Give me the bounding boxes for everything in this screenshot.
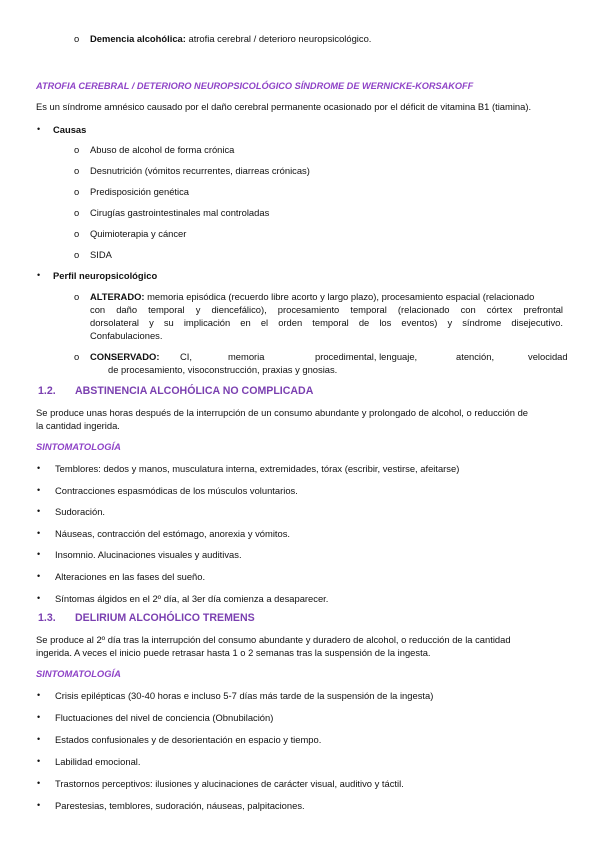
alterado-line-2: con daño temporal y diencefálico), procesamiento temporal (relacionado con córtex prefrontal [90, 304, 563, 315]
disc-bullet: • [37, 270, 41, 280]
disc-bullet: • [37, 124, 41, 134]
alterado-line-1 [90, 291, 534, 303]
symptom-item: Fluctuaciones del nivel de conciencia (Obnubilación) [55, 712, 274, 723]
sintomatologia-label: SINTOMATOLOGÍA [36, 668, 121, 679]
conservado-word: atención, [456, 351, 495, 362]
disc-bullet: • [37, 690, 41, 700]
causa-item: Quimioterapia y cáncer [90, 228, 187, 239]
section-number: 1.3. [38, 612, 56, 624]
disc-bullet: • [37, 463, 41, 473]
atrofia-intro: Es un síndrome amnésico causado por el daño cerebral permanente ocasionado por el déficit de vitamina B1 (tiamina). [36, 101, 532, 112]
symptom-item: Estados confusionales y de desorientación en espacio y tiempo. [55, 734, 322, 745]
disc-bullet: • [37, 756, 41, 766]
disc-bullet: • [37, 593, 41, 603]
circle-bullet: o [74, 186, 80, 197]
disc-bullet: • [37, 549, 41, 559]
circle-bullet: o [74, 33, 80, 44]
circle-bullet: o [74, 207, 80, 218]
symptom-item: Sudoración. [55, 506, 106, 517]
causa-item: Predisposición genética [90, 186, 190, 197]
circle-bullet: o [74, 249, 80, 260]
conservado-word: procedimental, lenguaje, [315, 351, 418, 362]
circle-bullet: o [74, 228, 80, 239]
disc-bullet: • [37, 712, 41, 722]
alterado-label: ALTERADO: [90, 291, 145, 302]
disc-bullet: • [37, 485, 41, 495]
circle-bullet: o [74, 165, 80, 176]
alterado-line-4: Confabulaciones. [90, 330, 163, 341]
symptom-item: Parestesias, temblores, sudoración, náuseas, palpitaciones. [55, 800, 305, 811]
disc-bullet: • [37, 528, 41, 538]
conservado-word: velocidad [528, 351, 568, 362]
circle-bullet: o [74, 351, 80, 362]
symptom-item: Contracciones espasmódicas de los músculos voluntarios. [55, 485, 298, 496]
alterado-text-1: memoria episódica (recuerdo libre acorto y largo plazo), procesamiento espacial (relacionado [147, 291, 535, 302]
symptom-item: Insomnio. Alucinaciones visuales y auditivas. [55, 549, 242, 560]
perfil-label: Perfil neuropsicológico [53, 270, 158, 281]
circle-bullet: o [74, 291, 80, 302]
section-title: ABSTINENCIA ALCOHÓLICA NO COMPLICADA [75, 385, 314, 397]
atrofia-heading: ATROFIA CEREBRAL / DETERIORO NEUROPSICOLÓGICO SÍNDROME DE WERNICKE-KORSAKOFF [36, 81, 474, 91]
conservado-word: CI, [180, 351, 192, 362]
symptom-item: Trastornos perceptivos: ilusiones y alucinaciones de carácter visual, auditivo y táctil. [55, 778, 404, 789]
conservado-line-2: de procesamiento, visoconstrucción, praxias y gnosias. [108, 364, 338, 375]
symptom-item: Alteraciones en las fases del sueño. [55, 571, 206, 582]
causa-item: SIDA [90, 249, 112, 260]
conservado-word: memoria [228, 351, 265, 362]
circle-bullet: o [74, 144, 80, 155]
demencia-text: atrofia cerebral / deterioro neuropsicológico. [185, 33, 372, 44]
conservado-label: CONSERVADO: [90, 351, 160, 362]
demencia-item [90, 33, 371, 45]
section-intro: la cantidad ingerida. [36, 420, 120, 431]
demencia-label: Demencia alcohólica: [90, 33, 186, 44]
disc-bullet: • [37, 506, 41, 516]
section-number: 1.2. [38, 385, 56, 397]
causa-item: Cirugías gastrointestinales mal controladas [90, 207, 270, 218]
symptom-item: Síntomas álgidos en el 2º día, al 3er día comienza a desaparecer. [55, 593, 329, 604]
causas-label: Causas [53, 124, 87, 135]
section-intro: Se produce al 2º día tras la interrupción del consumo abundante y duradero de alcohol, o reducción de la cantidad [36, 634, 511, 645]
alterado-line-3: dorsolateral y su implicación en el orden temporal de los eventos) y síndrome disejecutivo. [90, 317, 563, 328]
symptom-item: Crisis epilépticas (30-40 horas e incluso 5-7 días más tarde de la suspensión de la ingesta) [55, 690, 434, 701]
symptom-item: Temblores: dedos y manos, musculatura interna, extremidades, tórax (escribir, vestirse, afeitarse) [55, 463, 460, 474]
disc-bullet: • [37, 778, 41, 788]
disc-bullet: • [37, 571, 41, 581]
section-intro: ingerida. A veces el inicio puede retrasar hasta 1 o 2 semanas tras la suspensión de la ingesta. [36, 647, 431, 658]
symptom-item: Labilidad emocional. [55, 756, 141, 767]
sintomatologia-label: SINTOMATOLOGÍA [36, 441, 121, 452]
disc-bullet: • [37, 734, 41, 744]
disc-bullet: • [37, 800, 41, 810]
symptom-item: Náuseas, contracción del estómago, anorexia y vómitos. [55, 528, 291, 539]
causa-item: Abuso de alcohol de forma crónica [90, 144, 235, 155]
section-title: DELIRIUM ALCOHÓLICO TREMENS [75, 612, 255, 624]
causa-item: Desnutrición (vómitos recurrentes, diarreas crónicas) [90, 165, 310, 176]
section-intro: Se produce unas horas después de la interrupción de un consumo abundante y prolongado de alcohol, o reducción de [36, 407, 529, 418]
